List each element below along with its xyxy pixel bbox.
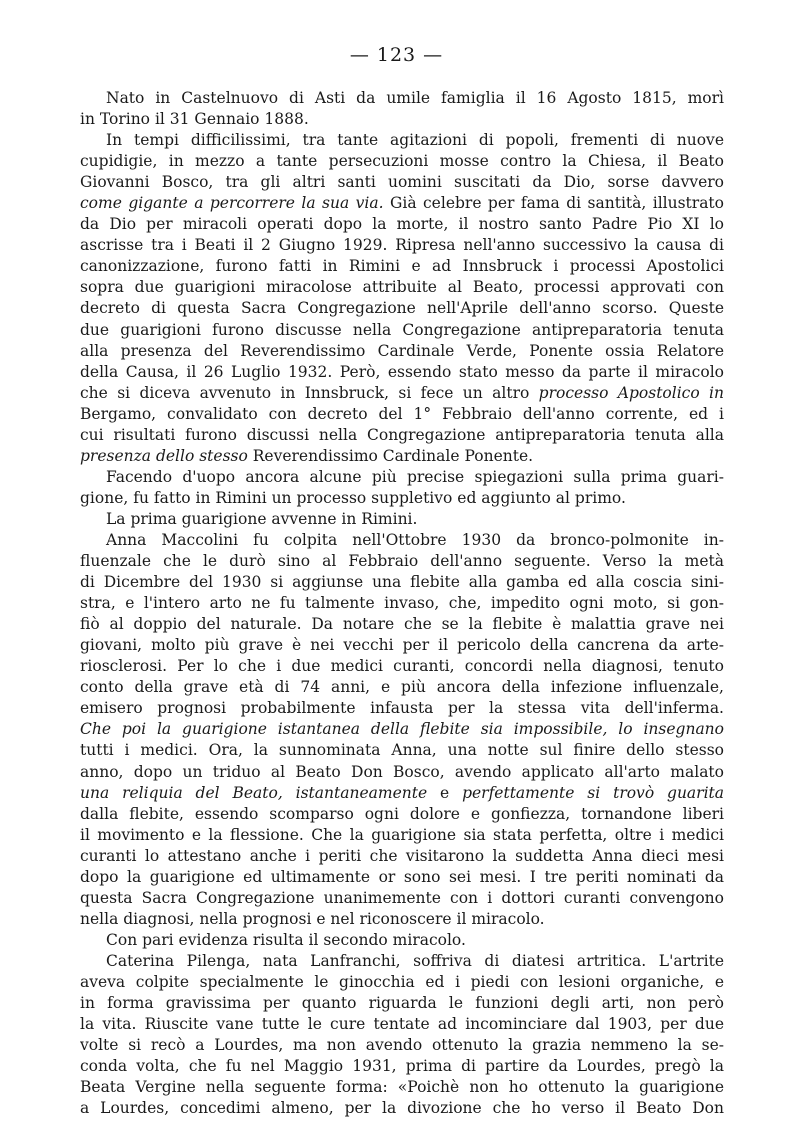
text-segment: fiò al doppio del naturale. Da notare che se la flebite è malattia grave nei	[80, 615, 724, 634]
text-line	[80, 719, 724, 740]
text-segment: Giovanni Bosco, tra gli altri santi uomini suscitati da Dio, sorse davvero	[80, 173, 724, 192]
text-line	[80, 993, 724, 1014]
text-line	[80, 593, 724, 614]
text-segment: Reverendissimo Cardinale Ponente.	[247, 446, 534, 465]
text-segment: sopra due guarigioni miracolose attribuite al Beato, processi approvati con	[80, 278, 724, 297]
text-line	[80, 551, 724, 572]
text-line	[80, 509, 724, 530]
text-line	[80, 130, 724, 151]
text-segment: ascrisse tra i Beati il 2 Giugno 1929. Ripresa nell'anno successivo la causa di	[80, 236, 724, 255]
text-segment: della Causa, il 26 Luglio 1932. Però, essendo stato messo da parte il miracolo	[80, 362, 724, 381]
text-segment: conda volta, che fu nel Maggio 1931, prima di partire da Lourdes, pregò la	[80, 1057, 724, 1076]
text-line	[80, 762, 724, 783]
text-segment: Beata Vergine nella seguente forma: «Poichè non ho ottenuto la guarigione	[80, 1078, 724, 1097]
text-segment: stra, e l'intero arto ne fu talmente invaso, che, impedito ogni moto, si gon-	[80, 594, 724, 613]
text-line	[80, 930, 724, 951]
text-line	[80, 1035, 724, 1056]
text-segment: fluenzale che le durò sino al Febbraio dell'anno seguente. Verso la metà	[80, 552, 724, 571]
text-segment: volte si recò a Lourdes, ma non avendo ottenuto la grazia nemmeno la se-	[80, 1036, 724, 1055]
text-line	[80, 467, 724, 488]
text-segment: anno, dopo un triduo al Beato Don Bosco, avendo applicato all'arto malato	[80, 762, 724, 781]
text-segment: La prima guarigione avvenne in Rimini.	[106, 509, 418, 528]
text-segment: a Lourdes, concedimi almeno, per la divozione che ho verso il Beato Don	[80, 1099, 724, 1118]
text-line	[80, 530, 724, 551]
body-text	[80, 88, 724, 1119]
text-segment: Facendo d'uopo ancora alcune più precise spiegazioni sulla prima guari-	[106, 467, 724, 486]
text-line	[80, 341, 724, 362]
text-segment: Con pari evidenza risulta il secondo miracolo.	[106, 930, 466, 949]
text-line	[80, 193, 724, 214]
text-segment: questa Sacra Congregazione unanimemente con i dottori curanti convengono	[80, 888, 724, 907]
text-line	[80, 383, 724, 404]
text-segment: in Torino il 31 Gennaio 1888.	[80, 110, 309, 129]
text-line	[80, 214, 724, 235]
text-segment: Nato in Castelnuovo di Asti da umile famiglia il 16 Agosto 1815, morì	[106, 89, 724, 107]
page-number: — 123 —	[349, 44, 444, 66]
text-line	[80, 151, 724, 172]
text-line	[80, 1056, 724, 1077]
text-line	[80, 109, 724, 130]
text-segment: Già celebre per fama di santità, illustrato	[383, 194, 724, 213]
text-segment: alla presenza del Reverendissimo Cardinale Verde, Ponente ossia Relatore	[80, 341, 724, 360]
text-line	[80, 425, 724, 446]
text-line	[80, 1014, 724, 1035]
italic-text: una reliquia del Beato, istantaneamente	[80, 783, 428, 802]
text-line	[80, 909, 724, 930]
text-segment: riosclerosi. Per lo che i due medici curanti, concordi nella diagnosi, tenuto	[80, 657, 724, 676]
text-line	[80, 572, 724, 593]
text-line	[80, 298, 724, 319]
text-line	[80, 783, 724, 804]
text-line	[80, 235, 724, 256]
text-segment: conto della grave età di 74 anni, e più ancora della infezione influenzale,	[80, 678, 724, 697]
text-segment: cui risultati furono discussi nella Congregazione antipreparatoria tenuta alla	[80, 425, 724, 444]
text-line	[80, 277, 724, 298]
text-line	[80, 698, 724, 719]
text-line	[80, 740, 724, 761]
text-line	[80, 1077, 724, 1098]
text-segment: la vita. Riuscite vane tutte le cure tentate ad incominciare dal 1903, per due	[80, 1015, 724, 1034]
text-segment: il movimento e la flessione. Che la guarigione sia stata perfetta, oltre i medici	[80, 825, 724, 844]
text-segment: emisero prognosi probabilmente infausta per la stessa vita dell'inferma.	[80, 699, 724, 718]
italic-text: Che poi la guarigione istantanea della flebite sia impossibile, lo insegnano	[80, 720, 724, 739]
text-line	[80, 256, 724, 277]
text-segment: dopo la guarigione ed ultimamente or sono sei mesi. I tre periti nominati da	[80, 867, 724, 886]
text-line	[80, 677, 724, 698]
italic-text: processo Apostolico in	[538, 383, 724, 402]
text-segment: in forma gravissima per quanto riguarda le funzioni degli arti, non però	[80, 994, 724, 1013]
text-segment: da Dio per miracoli operati dopo la morte, il nostro santo Padre Pio XI lo	[80, 215, 724, 234]
text-segment: canonizzazione, furono fatti in Rimini e ad Innsbruck i processi Apostolici	[80, 257, 724, 276]
text-segment: e	[427, 783, 463, 802]
text-segment: due guarigioni furono discusse nella Congregazione antipreparatoria tenuta	[80, 320, 724, 339]
text-line	[80, 320, 724, 341]
italic-text: perfettamente si trovò guarita	[462, 783, 724, 802]
text-segment: Bergamo, convalidato con decreto del 1° Febbraio dell'anno corrente, ed i	[80, 404, 724, 423]
text-line	[80, 825, 724, 846]
text-line	[80, 635, 724, 656]
text-line	[80, 172, 724, 193]
text-segment: nella diagnosi, nella prognosi e nel riconoscere il miracolo.	[80, 909, 545, 928]
text-segment: Anna Maccolini fu colpita nell'Ottobre 1930 da bronco-polmonite in-	[106, 530, 724, 549]
text-line	[80, 362, 724, 383]
text-line	[80, 656, 724, 677]
text-segment: decreto di questa Sacra Congregazione nell'Aprile dell'anno scorso. Queste	[80, 299, 724, 318]
text-segment: tutti i medici. Ora, la sunnominata Anna, una notte sul finire dello stesso	[80, 741, 724, 760]
italic-text: come gigante a percorrere la sua via.	[80, 194, 384, 213]
text-line	[80, 1098, 724, 1119]
text-line	[80, 488, 724, 509]
text-segment: gione, fu fatto in Rimini un processo suppletivo ed aggiunto al primo.	[80, 488, 626, 507]
text-line	[80, 867, 724, 888]
text-line	[80, 972, 724, 993]
text-segment: cupidigie, in mezzo a tante persecuzioni mosse contro la Chiesa, il Beato	[80, 152, 724, 171]
text-line	[80, 446, 724, 467]
text-segment: In tempi difficilissimi, tra tante agitazioni di popoli, frementi di nuove	[106, 131, 724, 150]
text-segment: Caterina Pilenga, nata Lanfranchi, soffriva di diatesi artritica. L'artrite	[106, 951, 724, 970]
text-line	[80, 804, 724, 825]
text-line	[80, 888, 724, 909]
text-segment: giovani, molto più grave è nei vecchi per il pericolo della cancrena da arte-	[80, 636, 724, 655]
text-line	[80, 88, 724, 109]
text-segment: aveva colpite specialmente le ginocchia ed i piedi con lesioni organiche, e	[80, 972, 724, 991]
text-line	[80, 951, 724, 972]
text-line	[80, 846, 724, 867]
text-segment: che si diceva avvenuto in Innsbruck, si fece un altro	[80, 383, 539, 402]
text-line	[80, 404, 724, 425]
text-segment: di Dicembre del 1930 si aggiunse una flebite alla gamba ed alla coscia sini-	[80, 573, 724, 592]
italic-text: presenza dello stesso	[80, 446, 248, 465]
text-segment: curanti lo attestano anche i periti che visitarono la suddetta Anna dieci mesi	[80, 846, 724, 865]
text-segment: dalla flebite, essendo scomparso ogni dolore e gonfiezza, tornandone liberi	[80, 804, 724, 823]
text-line	[80, 614, 724, 635]
